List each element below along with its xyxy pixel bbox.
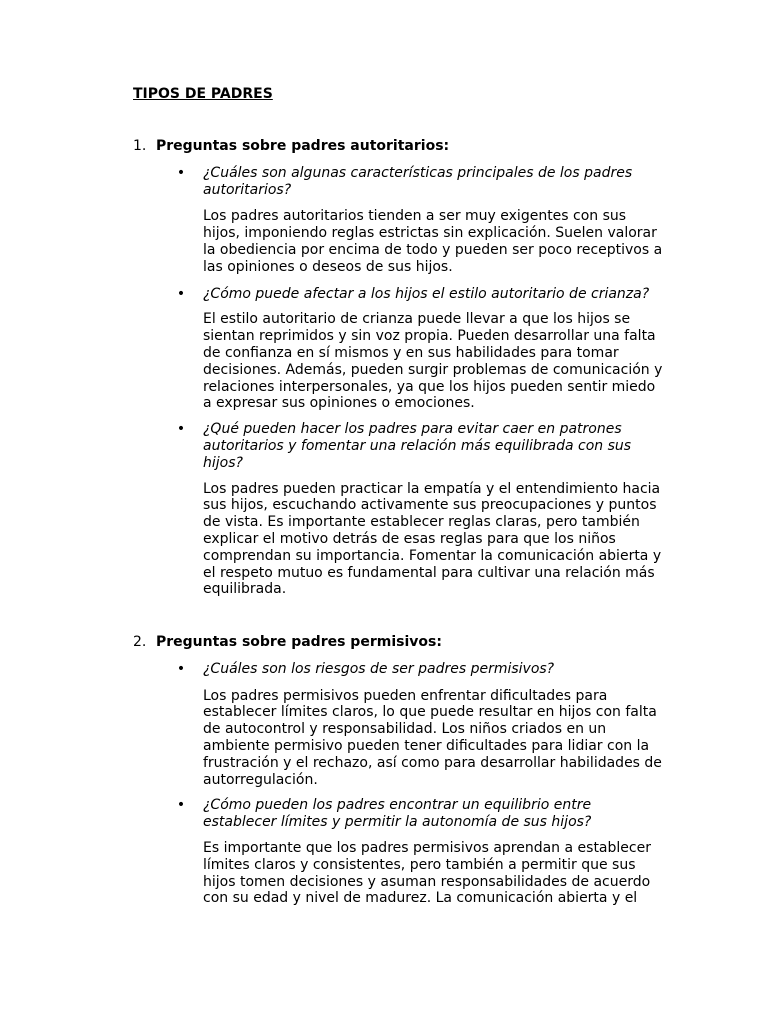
question-text: ¿Cómo pueden los padres encontrar un equilibrio entre establecer límites y permitir la autonomía de sus hijos? bbox=[203, 797, 592, 831]
section-authoritarian bbox=[133, 138, 673, 598]
section-title: Preguntas sobre padres autoritarios: bbox=[156, 138, 450, 154]
list-item bbox=[176, 797, 663, 907]
bullet-icon: • bbox=[176, 797, 186, 814]
section-number: 2. bbox=[133, 634, 147, 650]
bullet-icon: • bbox=[176, 421, 186, 438]
question-list bbox=[133, 165, 673, 598]
section-heading bbox=[133, 634, 673, 651]
document-title: TIPOS DE PADRES bbox=[133, 86, 273, 102]
question-text: ¿Qué pueden hacer los padres para evitar caer en patrones autoritarios y fomentar una relación más equilibrada con sus hijos? bbox=[203, 421, 632, 471]
list-item bbox=[176, 164, 663, 276]
section-number: 1. bbox=[133, 138, 147, 154]
list-item bbox=[176, 660, 663, 789]
question-text: ¿Cuáles son los riesgos de ser padres permisivos? bbox=[203, 660, 555, 677]
list-item bbox=[176, 285, 663, 413]
section-permissive bbox=[133, 634, 673, 907]
bullet-icon: • bbox=[176, 660, 186, 677]
answer-text: El estilo autoritario de crianza puede llevar a que los hijos se sientan reprimidos y sin voz propia. Pueden desarrollar una falta de confianza en sí mismos y en sus habilidades para tomar decisiones. Además, pueden surgir problemas de comunicación y relaciones interpersonales, ya que los hijos pueden sentir miedo a expresar sus opiniones o emociones. bbox=[203, 311, 663, 412]
question-text: ¿Cómo puede afectar a los hijos el estilo autoritario de crianza? bbox=[203, 285, 650, 302]
question-text: ¿Cuáles son algunas características principales de los padres autoritarios? bbox=[203, 164, 633, 198]
bullet-icon: • bbox=[176, 285, 186, 302]
bullet-icon: • bbox=[176, 164, 186, 181]
section-heading bbox=[133, 138, 673, 155]
answer-text: Es importante que los padres permisivos aprendan a establecer límites claros y consistentes, pero también a permitir que sus hijos tomen decisiones y asuman responsabilidades de acuerdo con su edad y nivel de madurez. La comunicación abierta y el bbox=[203, 839, 651, 907]
answer-text: Los padres autoritarios tienden a ser muy exigentes con sus hijos, imponiendo reglas estrictas sin explicación. Suelen valorar la obediencia por encima de todo y pueden ser poco receptivos a las opiniones o deseos de sus hijos. bbox=[203, 208, 663, 275]
list-item bbox=[176, 421, 663, 598]
answer-text: Los padres pueden practicar la empatía y el entendimiento hacia sus hijos, escuchando activamente sus preocupaciones y puntos de vista. Es importante establecer reglas claras, pero también explicar el motivo detrás de esas reglas para que los niños comprendan su importancia. Fomentar la comunicación abierta y el respeto mutuo es fundamental para cultivar una relación más equilibrada. bbox=[203, 480, 662, 598]
answer-text: Los padres permisivos pueden enfrentar dificultades para establecer límites claros, lo que puede resultar en hijos con falta de autocontrol y responsabilidad. Los niños criados en un ambiente permisivo pueden tener dificultades para lidiar con la frustración y el rechazo, así como para desarrollar habilidades de autorregulación. bbox=[203, 687, 662, 788]
section-title: Preguntas sobre padres permisivos: bbox=[156, 634, 442, 650]
question-list bbox=[133, 661, 673, 907]
